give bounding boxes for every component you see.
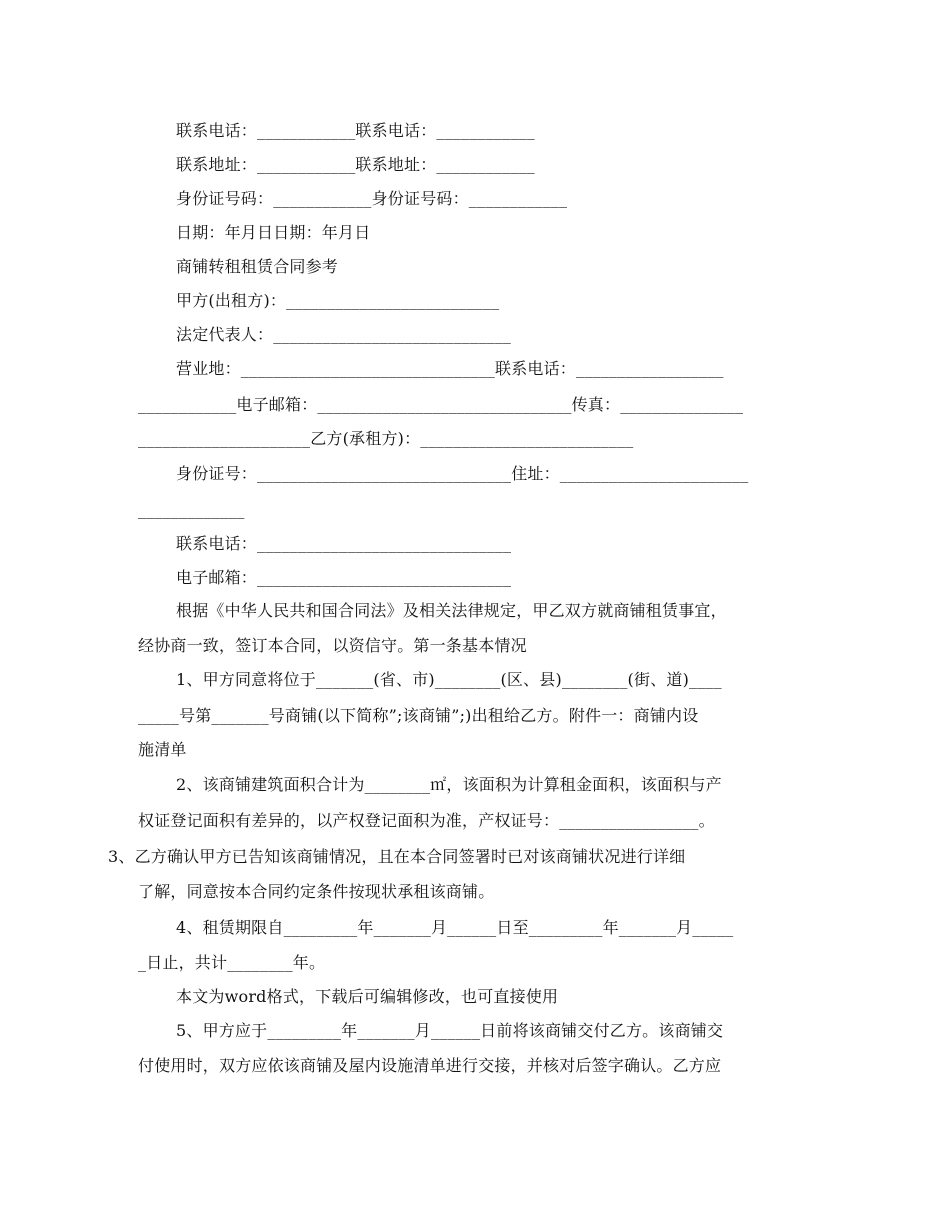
contact-phone-line: 联系电话：____________联系电话：____________ xyxy=(176,121,535,140)
party-b-email-line: 电子邮箱：_______________________________ xyxy=(176,568,512,587)
preamble-line-1: 根据《中华人民共和国合同法》及相关法律规定，甲乙双方就商铺租赁事宜， xyxy=(176,601,727,620)
clause-1-line-3: 施清单 xyxy=(138,740,187,759)
clause-3-line-1: 3、乙方确认甲方已告知该商铺情况，且在本合同签署时已对该商铺状况进行详细 xyxy=(108,847,686,866)
contact-address-line: 联系地址：____________联系地址：____________ xyxy=(176,155,535,174)
id-address-line: 身份证号：_______________________________住址：_______________________ xyxy=(176,464,749,483)
clause-4-line-1: 4、租赁期限自_________年_______月______日至_________年_______月_____ xyxy=(176,918,734,937)
email-fax-line: ____________电子邮箱：_______________________________传真：_______________ xyxy=(138,395,744,414)
word-format-note: 本文为word格式，下载后可编辑修改，也可直接使用 xyxy=(176,987,559,1006)
contract-title: 商铺转租租赁合同参考 xyxy=(176,257,339,276)
clause-2-line-1: 2、该商铺建筑面积合计为________㎡，该面积为计算租金面积，该面积与产 xyxy=(176,775,722,794)
party-b-phone-line: 联系电话：_______________________________ xyxy=(176,534,512,553)
party-b-line: _____________________乙方(承租方)：__________________________ xyxy=(138,429,634,448)
clause-1-line-2: _____号第_______号商铺(以下简称”;该商铺”;)出租给乙方。附件一：商铺内设 xyxy=(138,706,699,725)
clause-3-line-2: 了解，同意按本合同约定条件按现状承租该商铺。 xyxy=(138,882,495,901)
party-a-line: 甲方(出租方)：__________________________ xyxy=(176,291,500,310)
legal-representative-line: 法定代表人：_____________________________ xyxy=(176,325,512,344)
clause-4-line-2: _日止，共计________年。 xyxy=(138,953,326,972)
clause-5-line-1: 5、甲方应于_________年_______月______日前将该商铺交付乙方。该商铺交 xyxy=(176,1021,724,1040)
id-number-line: 身份证号码：____________身份证号码：____________ xyxy=(176,189,568,208)
address-continuation-line: _____________ xyxy=(138,500,245,519)
business-place-line: 营业地：_______________________________联系电话：__________________ xyxy=(176,359,724,378)
clause-1-line-1: 1、甲方同意将位于_______(省、市)________(区、县)________(街、道)____ xyxy=(176,670,722,689)
clause-5-line-2: 付使用时，双方应依该商铺及屋内设施清单进行交接，并核对后签字确认。乙方应 xyxy=(138,1056,722,1075)
clause-2-line-2: 权证登记面积有差异的，以产权登记面积为准，产权证号：_________________。 xyxy=(138,811,715,830)
date-line: 日期：年月日日期：年月日 xyxy=(176,223,371,242)
preamble-line-2: 经协商一致，签订本合同，以资信守。第一条基本情况 xyxy=(138,636,527,655)
